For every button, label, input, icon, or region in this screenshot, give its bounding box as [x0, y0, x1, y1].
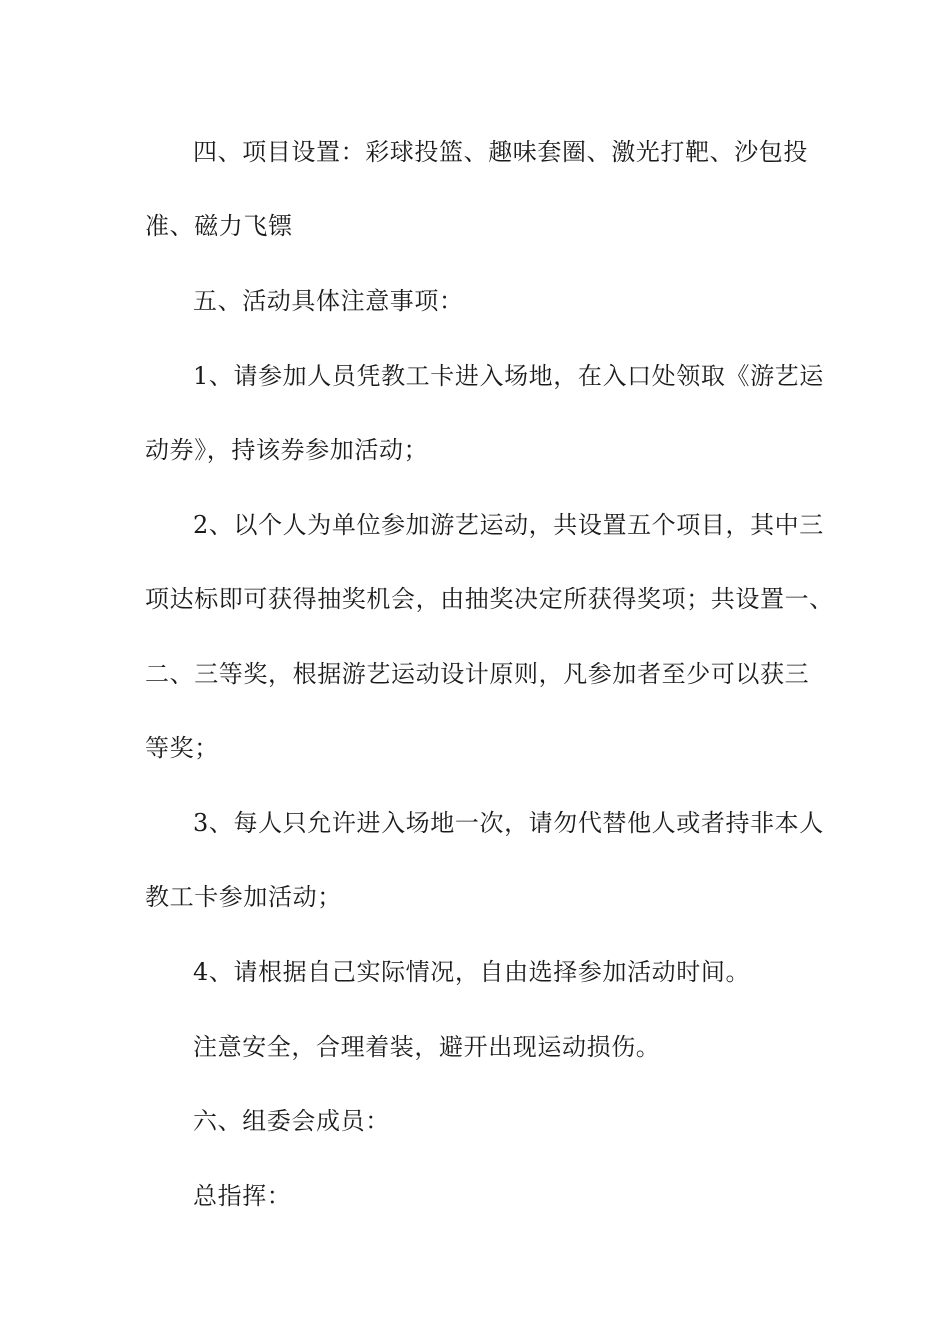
text-line: 注意安全，合理着装，避开出现运动损伤。	[193, 1033, 661, 1061]
text-line: 项达标即可获得抽奖机会，由抽奖决定所获得奖项；共设置一、	[145, 585, 834, 613]
text-line: 1、请参加人员凭教工卡进入场地，在入口处领取《游艺运	[193, 362, 824, 390]
text-line: 二、三等奖，根据游艺运动设计原则，凡参加者至少可以获三	[145, 660, 810, 688]
text-line: 3、每人只允许进入场地一次，请勿代替他人或者持非本人	[193, 809, 824, 837]
text-line: 等奖；	[145, 734, 219, 762]
text-line: 四、项目设置：彩球投篮、趣味套圈、激光打靶、沙包投	[193, 138, 808, 166]
text-line: 动券》，持该券参加活动；	[145, 436, 429, 464]
text-line: 教工卡参加活动；	[145, 883, 342, 911]
text-line: 总指挥：	[193, 1182, 292, 1210]
text-line: 4、请根据自己实际情况，自由选择参加活动时间。	[193, 958, 751, 986]
text-line: 2、以个人为单位参加游艺运动，共设置五个项目，其中三	[193, 511, 824, 539]
text-line: 五、活动具体注意事项：	[193, 287, 464, 315]
text-line: 六、组委会成员：	[193, 1107, 390, 1135]
text-line: 准、磁力飞镖	[145, 212, 293, 240]
